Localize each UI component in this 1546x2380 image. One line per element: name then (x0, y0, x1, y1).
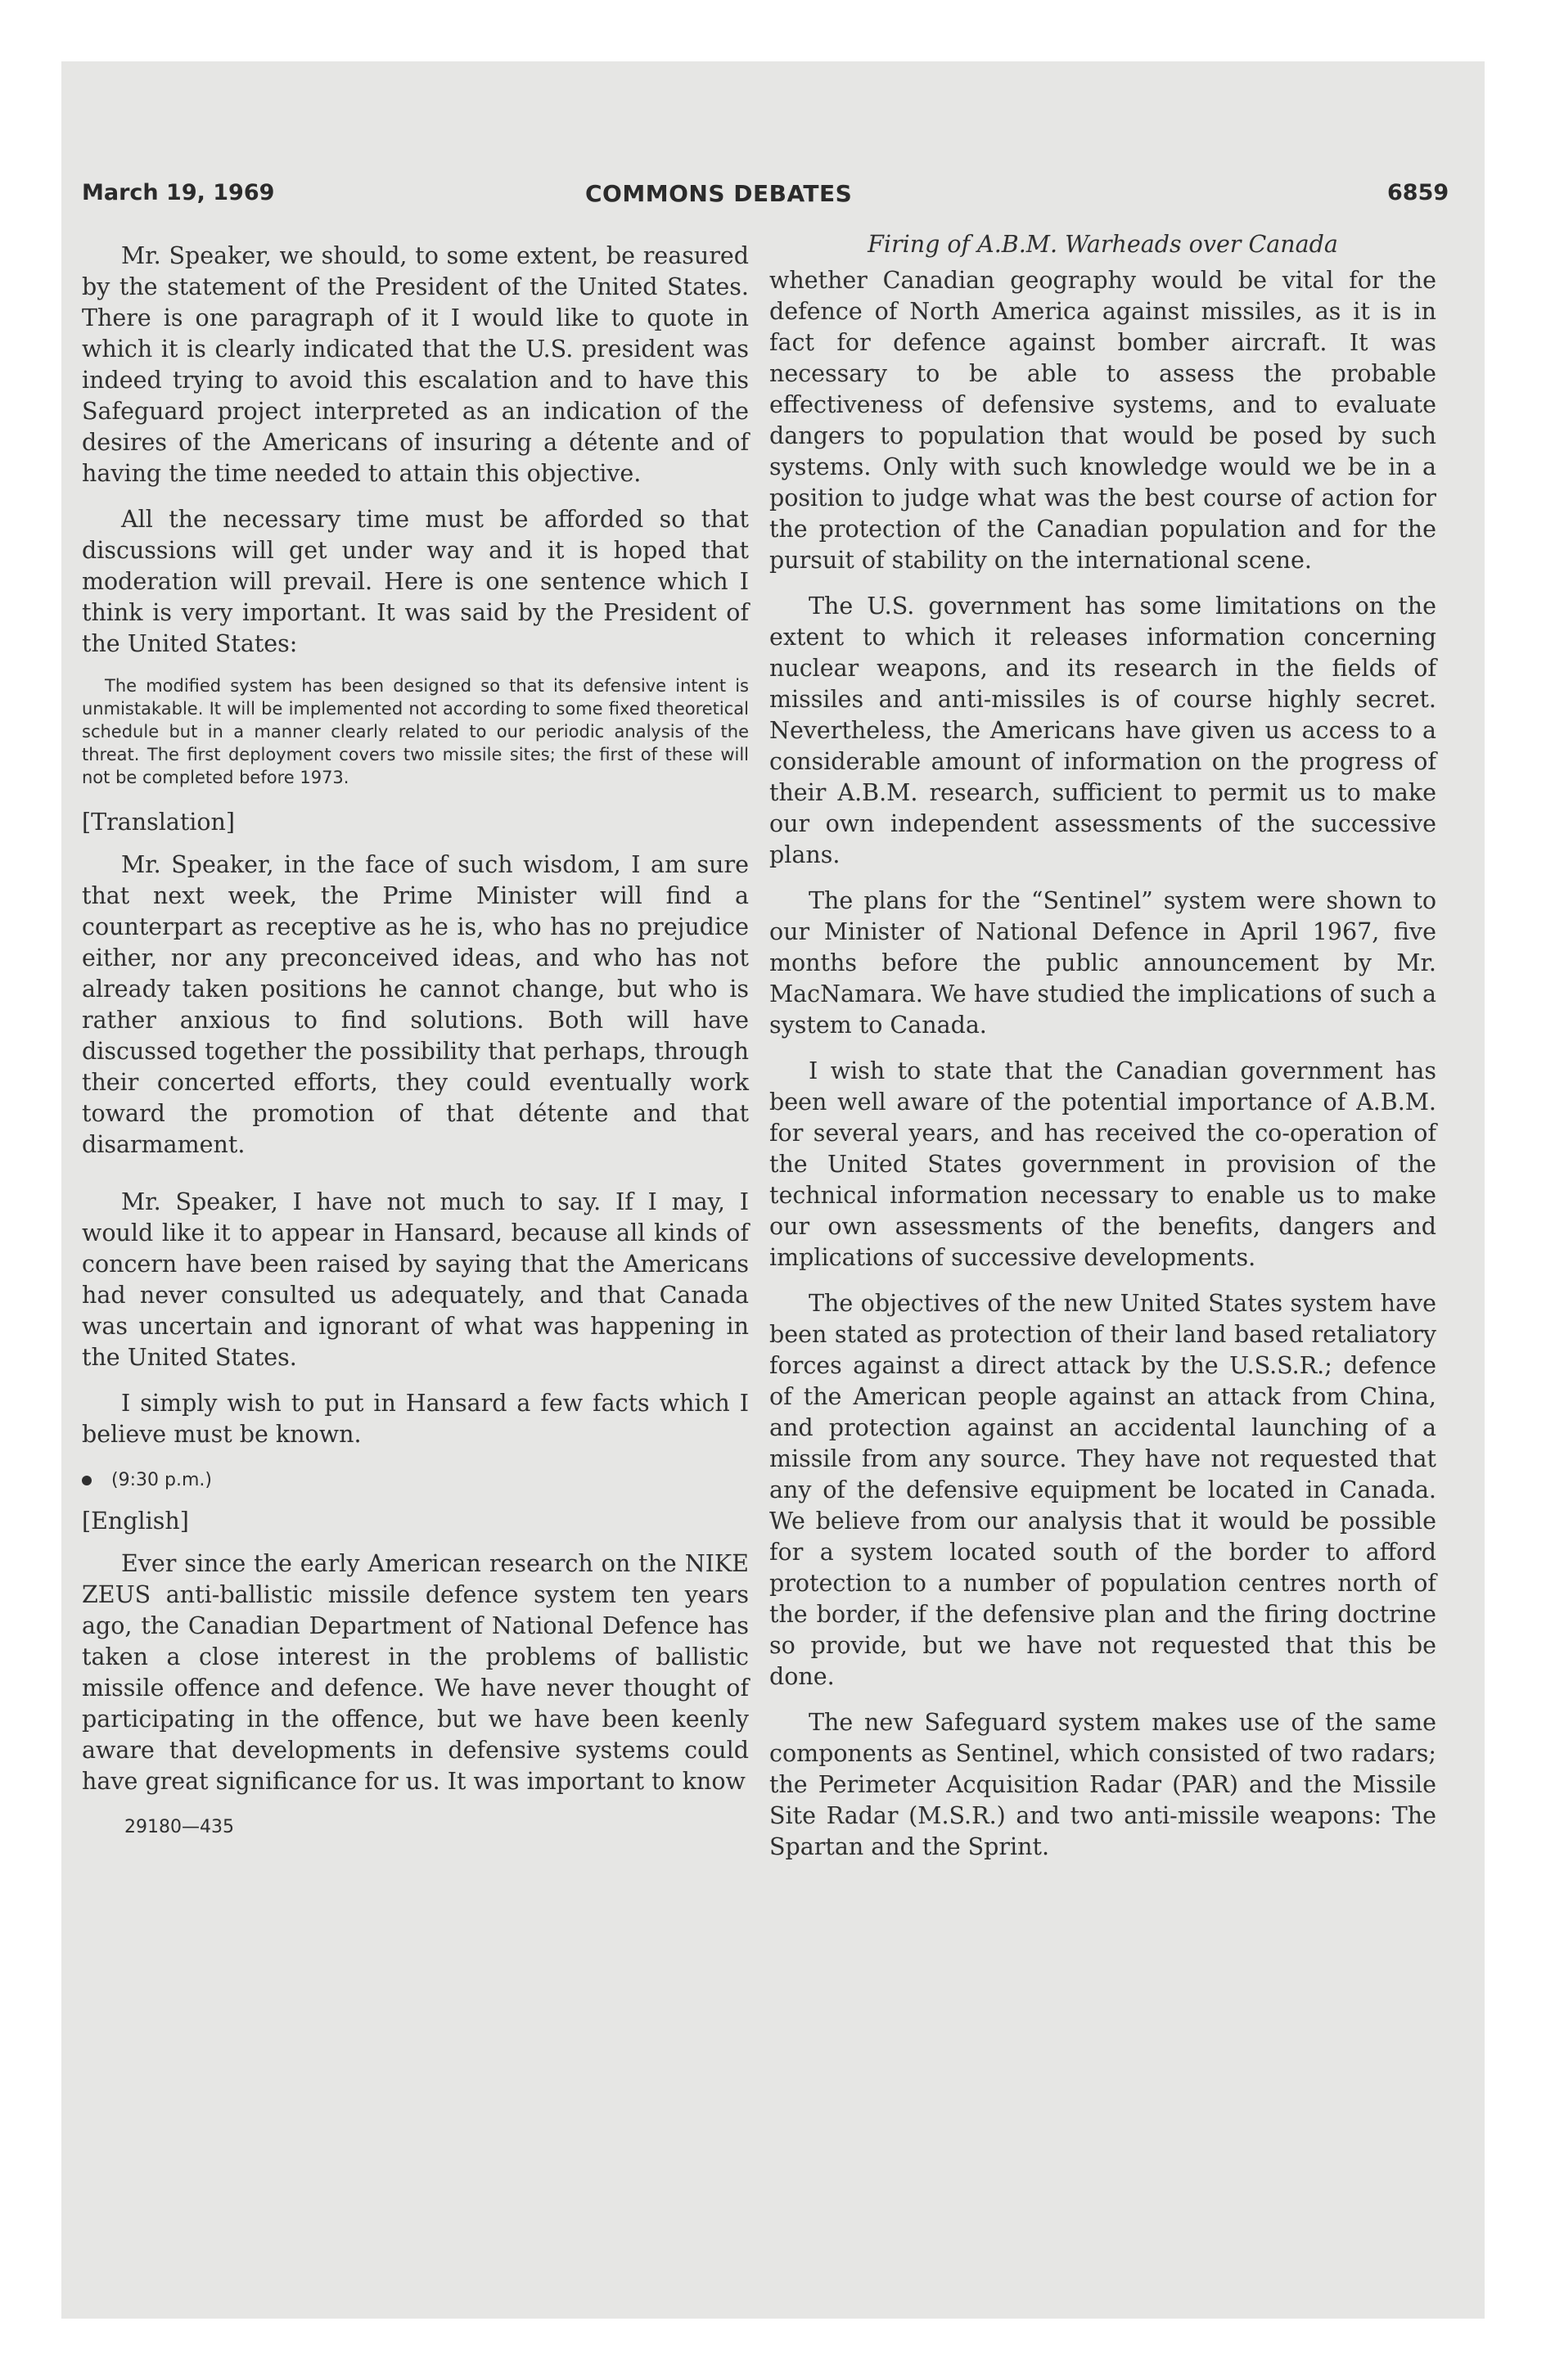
paragraph: Mr. Speaker, in the face of such wisdom, I am sure that next week, the Prime Minister will find a counterpart as receptive as he is, who has no prejudice either, nor any preconceived ideas, and who has not already taken positions he cannot change, but who is rather anxious to find solutions. Both will have discussed together the possibility that perhaps, through their concerted efforts, they could eventually work toward the promotion of that détente and that disarmament. (82, 851, 749, 1158)
english-label: [English] (82, 1508, 189, 1535)
paragraph: Mr. Speaker, I have not much to say. If I may, I would like it to appear in Hansard, because all kinds of concern have been raised by saying that the Americans had never consulted us adequately, and that Canada was uncertain and ignorant of what was happening in the United States. (82, 1188, 749, 1371)
paragraph: Mr. Speaker, we should, to some extent, be reasured by the statement of the President of the United States. There is one paragraph of it I would like to quote in which it is clearly indicated that the U.S. president was indeed trying to avoid this escalation and to have this Safeguard project interpreted as an indication of the desires of the Americans of insuring a détente and of having the time needed to attain this objective. (82, 242, 749, 487)
header-title: COMMONS DEBATES (585, 180, 853, 207)
time-marker (82, 1465, 749, 1496)
quote-text: The modified system has been designed so that its defensive intent is unmistakable. It will be implemented not according to some fixed theoretical schedule but in a manner clearly related to our periodic analysis of the threat. The first deployment covers two missile sites; the first of these will not be completed before 1973. (82, 676, 749, 787)
running-head: Firing of A.B.M. Warheads over Canada (868, 231, 1338, 258)
page-header (82, 180, 1485, 217)
header-date: March 19, 1969 (82, 180, 275, 205)
paragraph: The plans for the “Sentinel” system were shown to our Minister of National Defence in April 1967, five months before the public announcement by Mr. MacNamara. We have studied the implications of such a system to Canada. (769, 887, 1436, 1039)
paragraph: whether Canadian geography would be vital for the defence of North America against missiles, as it is in fact for defence against bomber aircraft. It was necessary to be able to assess the probable effectiveness of defensive systems, and to evaluate dangers to population that would be posed by such systems. Only with such knowledge would we be in a position to judge what was the best course of action for the protection of the Canadian population and for the pursuit of stability on the international scene. (769, 267, 1436, 574)
paragraph: I simply wish to put in Hansard a few facts which I believe must be known. (82, 1390, 749, 1448)
paragraph: Ever since the early American research on the NIKE ZEUS anti-ballistic missile defence system ten years ago, the Canadian Department of National Defence has taken a close interest in the problems of ballistic missile offence and defence. We have never thought of participating in the offence, but we have been keenly aware that developments in defensive systems could have great significance for us. It was important to know (82, 1550, 749, 1795)
paragraph: The objectives of the new United States system have been stated as protection of their land based retaliatory forces against a direct attack by the U.S.S.R.; defence of the American people against an attack from China, and protection against an accidental launching of a missile from any source. They have not requested that any of the defensive equipment be located in Canada. We believe from our analysis that it would be possible for a system located south of the border to afford protection to a number of population centres north of the border, if the defensive plan and the firing doctrine so provide, but we have not requested that this be done. (769, 1290, 1436, 1690)
paragraph: The new Safeguard system makes use of the same components as Sentinel, which consisted of two radars; the Perimeter Acquisition Radar (PAR) and the Missile Site Radar (M.S.R.) and two anti-missile weapons: The Spartan and the Sprint. (769, 1709, 1436, 1860)
left-column (82, 229, 749, 1843)
block-quote (82, 674, 749, 789)
page-number: 6859 (1387, 180, 1449, 205)
time-text: (9:30 p.m.) (111, 1470, 212, 1490)
bullet-icon (82, 1476, 92, 1485)
translation-label: [Translation] (82, 809, 236, 836)
right-column (769, 229, 1436, 1877)
paragraph: I wish to state that the Canadian government has been well aware of the potential importance of A.B.M. for several years, and has received the co-operation of the United States government in provision of the technical information necessary to enable us to make our own assessments of the benefits, dangers and implications of successive developments. (769, 1057, 1436, 1271)
paragraph: All the necessary time must be afforded so that discussions will get under way and it is hoped that moderation will prevail. Here is one sentence which I think is very important. It was said by the President of the United States: (82, 506, 749, 657)
print-code: 29180—435 (124, 1817, 234, 1837)
paragraph: The U.S. government has some limitations on the extent to which it releases information concerning nuclear weapons, and its research in the fields of missiles and anti-missiles is of course highly secret. Nevertheless, the Americans have given us access to a considerable amount of information on the progress of their A.B.M. research, sufficient to permit us to make our own independent assessments of the successive plans. (769, 593, 1436, 868)
